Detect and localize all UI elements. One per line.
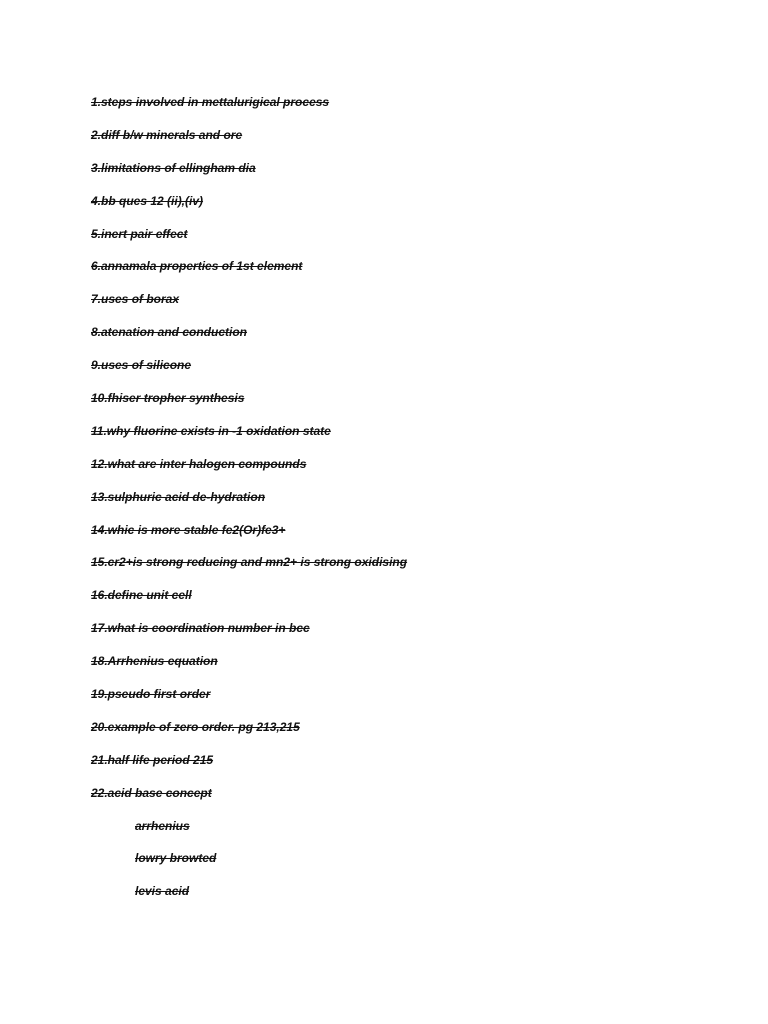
list-item: 9.uses of silicone: [91, 358, 192, 373]
list-item: 3.limitations of ellingham dia: [91, 160, 256, 175]
list-item: 11.why fluorine exists in -1 oxidation state: [91, 423, 331, 438]
list-item: 4.bb ques 12 (ii),(iv): [91, 193, 204, 208]
sub-list-item: [91, 849, 407, 882]
notes-list: [91, 93, 407, 915]
list-item: 12.what are inter halogen compounds: [91, 456, 307, 471]
list-item: 7.uses of borax: [91, 292, 180, 307]
list-item: 10.fhiser tropher synthesis: [91, 391, 245, 406]
sub-item-label: lowry browted: [135, 851, 217, 866]
list-item: 17.what is coordination number in bcc: [91, 621, 310, 636]
indent-lead: [91, 849, 135, 867]
sub-list-item: [91, 817, 407, 850]
list-item: 18.Arrhenius equation: [91, 654, 218, 669]
sub-item-label: levis acid: [135, 884, 190, 899]
list-item: 19.pseudo first order: [91, 687, 211, 702]
indent-lead: [91, 882, 135, 900]
list-item: 16.define unit cell: [91, 588, 192, 603]
list-item: 20.example of zero order. pg 213,215: [91, 719, 300, 734]
list-item: 14.whic is more stable fe2(Or)fe3+: [91, 522, 286, 537]
list-item: 6.annamala properties of 1st element: [91, 259, 303, 274]
list-item: 15.cr2+is strong reducing and mn2+ is strong oxidising: [91, 555, 408, 570]
sub-list-item: [91, 882, 407, 915]
list-item: 13.sulphuric acid de-hydration: [91, 489, 266, 504]
list-item: 8.atenation and conduction: [91, 325, 248, 340]
indent-lead: [91, 817, 135, 835]
list-item: 1.steps involved in mettalurigical process: [91, 95, 330, 109]
list-item: 2.diff b/w minerals and ore: [91, 127, 243, 142]
list-item: 22.acid base concept: [91, 785, 212, 800]
sub-item-label: arrhenius: [135, 818, 190, 833]
list-item: 21.half life period 215: [91, 752, 214, 767]
list-item: 5.inert pair effect: [91, 226, 188, 241]
